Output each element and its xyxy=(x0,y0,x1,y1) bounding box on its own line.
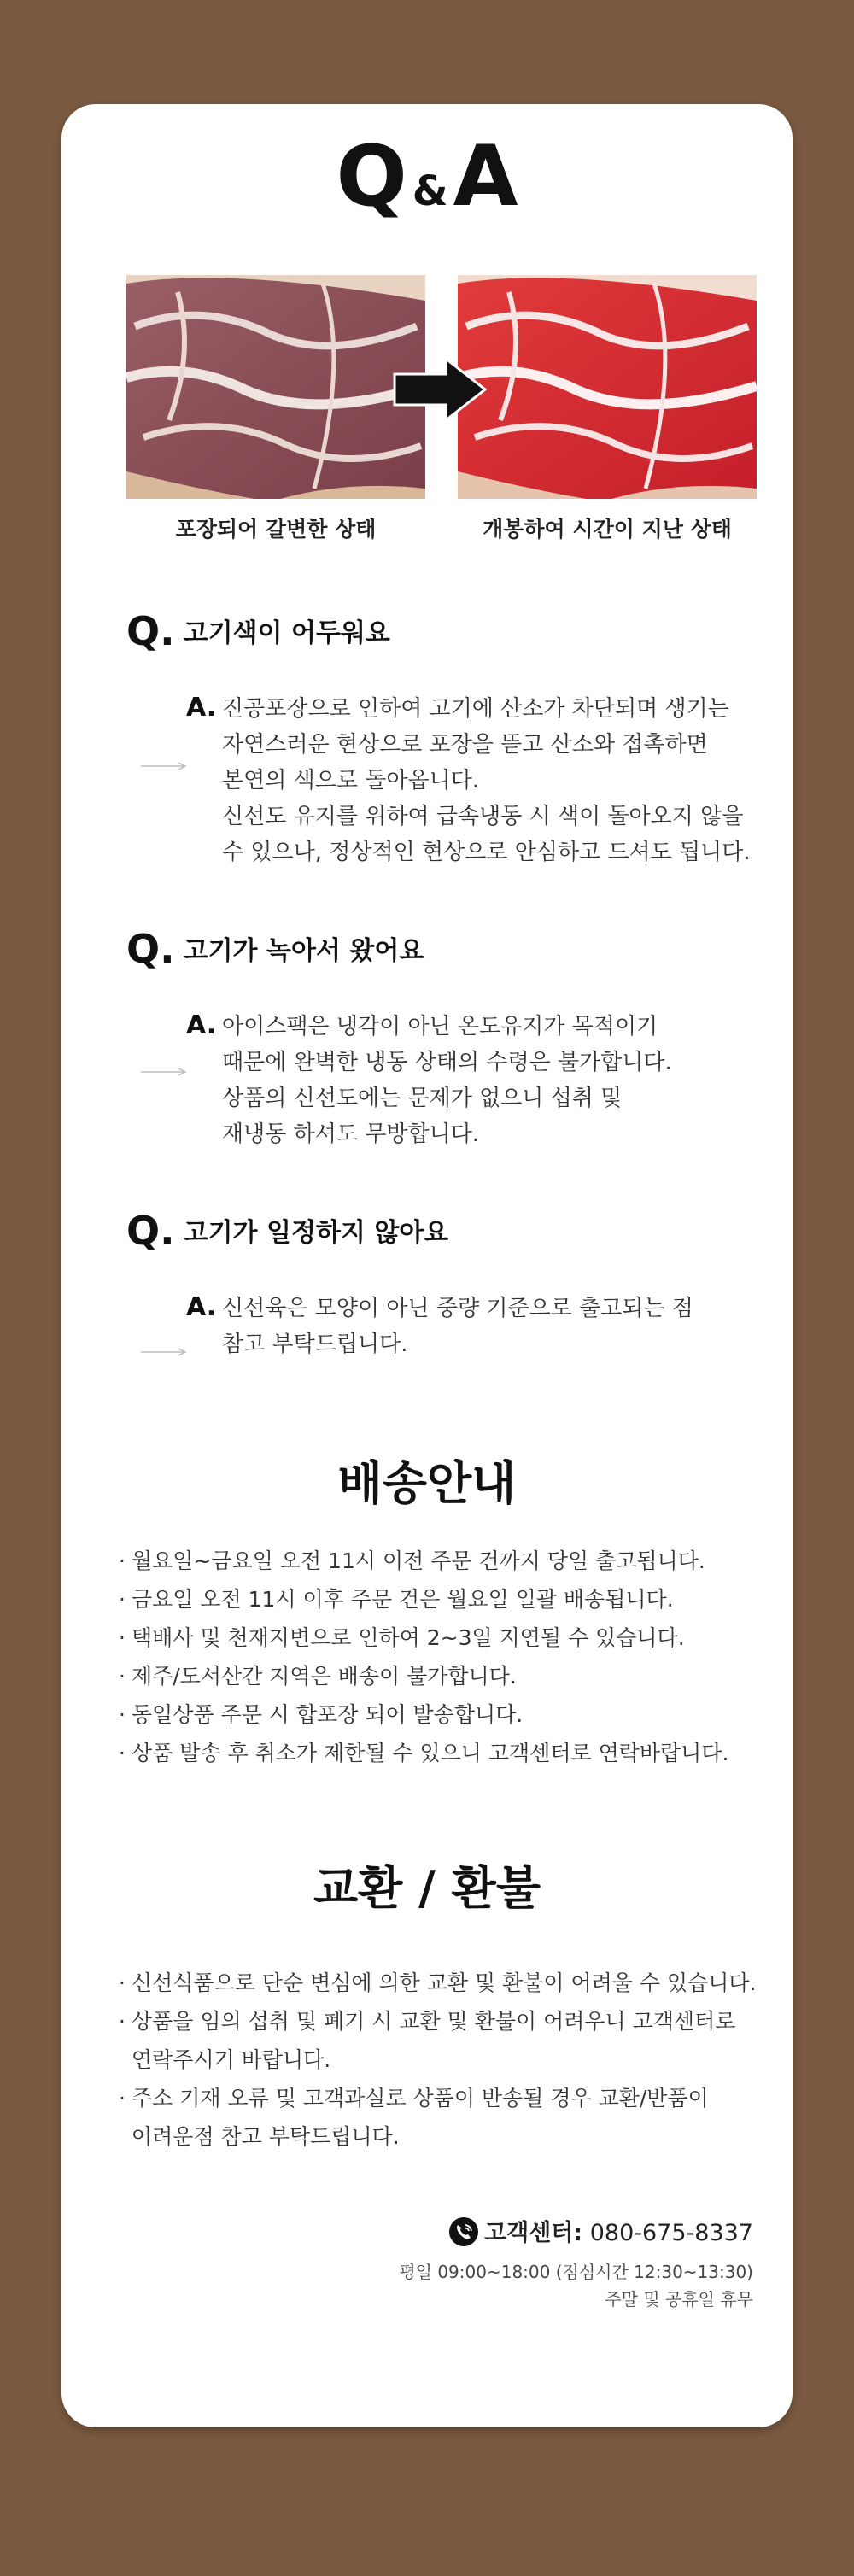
list-item xyxy=(113,1542,728,1580)
shipping-title: 배송안내 xyxy=(337,1456,517,1510)
list-item-text: 택배사 및 천재지변으로 인하여 2~3일 지연될 수 있습니다. xyxy=(132,1625,685,1650)
answer-line: 자연스러운 현상으로 포장을 뜯고 산소와 접촉하면 xyxy=(222,732,708,758)
answer-line: 때문에 완벽한 냉동 상태의 수령은 불가합니다. xyxy=(222,1050,672,1075)
arrow-line-icon xyxy=(141,1064,189,1080)
a-mark: A. xyxy=(186,693,217,723)
list-item-text: 주소 기재 오류 및 고객과실로 상품이 반송될 경우 교환/반품이 xyxy=(132,2086,709,2111)
refund-list xyxy=(113,1964,757,2156)
list-item xyxy=(113,2002,757,2040)
bullet: · xyxy=(119,2086,126,2111)
question-text: 고기가 녹아서 왔어요 xyxy=(183,936,424,966)
list-item-text: 상품 발송 후 취소가 제한될 수 있으니 고객센터로 연락바랍니다. xyxy=(132,1741,729,1765)
list-item xyxy=(113,1657,728,1695)
list-item xyxy=(113,1964,757,2002)
qa-heading xyxy=(0,128,854,225)
list-item-text: 신선식품으로 단순 변심에 의한 교환 및 환불이 어려울 수 있습니다. xyxy=(132,1970,757,1995)
q-mark: Q. xyxy=(126,1208,175,1254)
q-mark: Q. xyxy=(126,926,175,972)
faq-question-3 xyxy=(126,1208,448,1254)
list-item xyxy=(113,2079,757,2117)
list-item xyxy=(113,1695,728,1734)
list-item xyxy=(113,1580,728,1619)
answer-line: 재냉동 하셔도 무방합니다. xyxy=(222,1121,480,1147)
browned-meat-photo xyxy=(126,275,425,499)
list-item xyxy=(113,1619,728,1657)
answer-line: 상품의 신선도에는 문제가 없으니 섭취 및 xyxy=(222,1086,623,1111)
bullet: · xyxy=(119,1970,126,1995)
question-text: 고기색이 어두워요 xyxy=(183,618,390,648)
business-hours: 평일 09:00~18:00 (점심시간 12:30~13:30) xyxy=(399,2262,753,2282)
answer-line: 본연의 색으로 돌아옵니다. xyxy=(222,768,480,793)
faq-question-1 xyxy=(126,608,390,654)
customer-center xyxy=(399,2214,753,2313)
list-item-text: 어려운점 참고 부탁드립니다. xyxy=(132,2124,400,2149)
arrow-line-icon xyxy=(141,1344,189,1361)
phone-number[interactable]: 080-675-8337 xyxy=(589,2220,753,2246)
list-item-text: 월요일~금요일 오전 11시 이전 주문 건까지 당일 출고됩니다. xyxy=(132,1549,705,1573)
answer-line: 신선도 유지를 위하여 급속냉동 시 색이 돌아오지 않을 xyxy=(222,804,744,829)
answer-line: 신선육은 모양이 아닌 중량 기준으로 출고되는 점 xyxy=(222,1296,693,1321)
bullet: · xyxy=(119,1702,126,1727)
right-arrow-icon xyxy=(393,357,487,425)
list-item-text: 제주/도서산간 지역은 배송이 불가합니다. xyxy=(132,1664,517,1689)
list-item-text: 연락주시기 바랍니다. xyxy=(132,2047,331,2072)
bullet: · xyxy=(119,1549,126,1573)
faq-answer-1 xyxy=(186,690,751,870)
qa-heading-amp: & xyxy=(412,167,448,215)
arrow-line-icon xyxy=(141,758,189,775)
faq-question-2 xyxy=(126,926,424,972)
shipping-list xyxy=(113,1542,728,1772)
refund-title: 교환 / 환불 xyxy=(313,1861,541,1915)
red-meat-photo xyxy=(458,275,757,499)
answer-line: 아이스팩은 냉각이 아닌 온도유지가 목적이기 xyxy=(222,1014,658,1039)
question-text: 고기가 일정하지 않아요 xyxy=(183,1218,449,1248)
faq-answer-3 xyxy=(186,1290,693,1362)
qa-heading-q: Q xyxy=(336,128,407,225)
phone-icon xyxy=(448,2216,479,2253)
opened-caption: 개봉하여 시간이 지난 상태 xyxy=(483,517,732,542)
list-item-text: 상품을 임의 섭취 및 폐기 시 교환 및 환불이 어려우니 고객센터로 xyxy=(132,2009,736,2034)
list-item-text: 동일상품 주문 시 합포장 되어 발송합니다. xyxy=(132,1702,524,1727)
q-mark: Q. xyxy=(126,608,175,654)
bullet: · xyxy=(119,1741,126,1765)
faq-answer-2 xyxy=(186,1008,672,1152)
answer-line: 수 있으나, 정상적인 현상으로 안심하고 드셔도 됩니다. xyxy=(222,840,751,865)
closed-days: 주말 및 공휴일 휴무 xyxy=(605,2289,753,2310)
bullet: · xyxy=(119,2009,126,2034)
bullet: · xyxy=(119,1587,126,1612)
qa-heading-a: A xyxy=(453,128,518,225)
answer-line: 참고 부탁드립니다. xyxy=(222,1332,408,1357)
list-item xyxy=(113,1734,728,1772)
answer-line: 진공포장으로 인하여 고기에 산소가 차단되며 생기는 xyxy=(222,696,729,722)
a-mark: A. xyxy=(186,1010,217,1040)
list-item-text: 금요일 오전 11시 이후 주문 건은 월요일 일괄 배송됩니다. xyxy=(132,1587,674,1612)
bullet: · xyxy=(119,1625,126,1650)
bullet: · xyxy=(119,1664,126,1689)
contact-label: 고객센터: xyxy=(483,2220,583,2246)
a-mark: A. xyxy=(186,1292,217,1322)
browned-caption: 포장되어 갈변한 상태 xyxy=(175,517,377,542)
